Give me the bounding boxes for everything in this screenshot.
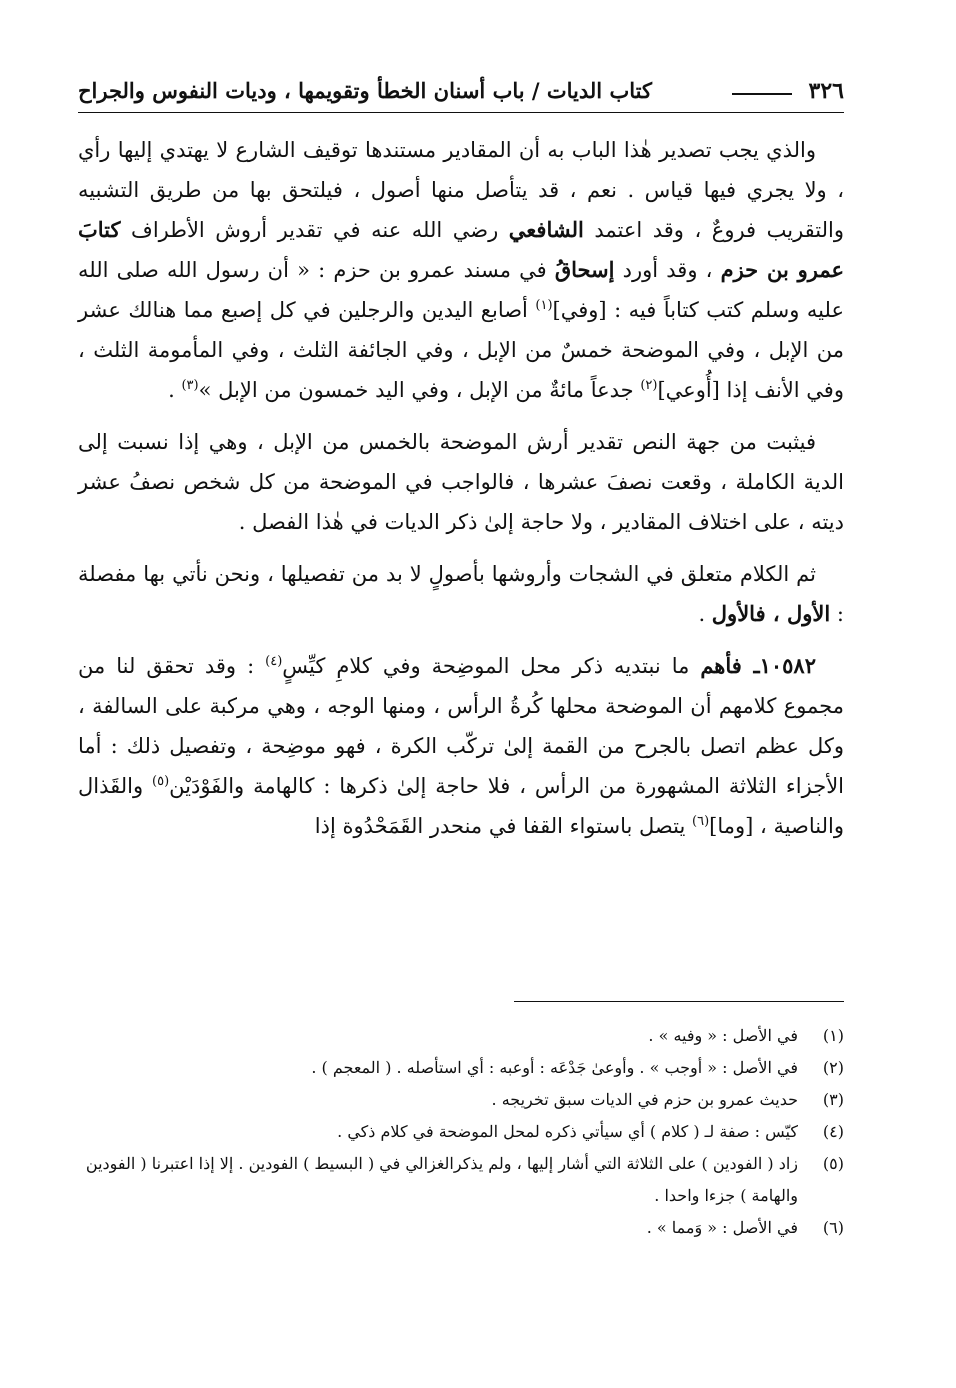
paragraph-1: والذي يجب تصدير هٰذا الباب به أن المقادير مستندها توقيف الشارع لا يهتدي إليها رأي ، ولا يجري فيها قياس . نعم ، قد يتأصل منها أصول ، فيلتحق بها من طريق التشبيه والتقريب فروعٌ ، وقد اعتمد الشافعي رضي الله عنه في تقدير أروش الأطراف كتابَ عمرو بن حزم ، وقد أورد إسحاقُ في مسند عمرو بن حزم : « أن رسول الله صلى الله عليه وسلم كتب كتاباً فيه : [وفي]$^{(١)}$ أصابع اليدين والرجلين في كل إصبع مما هنالك عشر من الإبل ، وفي الموضحة خمسٌ من الإبل ، وفي الجائفة الثلث ، وفي المأمومة الثلث ، وفي الأنف إذا [أُوعي]$^{(٢)}$ جدعاً مائةٌ من الإبل ، وفي اليد خمسون من الإبل »$^{(٣)}$ . <box>78 138 845 402</box>
header-title: كتاب الديات / باب أسنان الخطأ وتقويمها ، وديات النفوس والجراح <box>78 78 652 103</box>
paragraph-3: ثم الكلام متعلق في الشجات وأروشها بأصولٍ لا بد من تفصيلها ، ونحن نأتي بها مفصلة : الأول ، فالأول . <box>78 562 844 626</box>
footnote-4: (٤) كيّس : صفة لـ ( كلام ) أي سيأتي ذكره لمحل الموضحة في كلام ذكي . <box>337 1122 844 1141</box>
paragraph-2: فيثبت من جهة النص تقدير أرش الموضحة بالخمس من الإبل ، وهي إذا نسبت إلى الدية الكاملة ، وقعت نصفَ عشرها ، فالواجب في الموضحة من كل شخص نصفُ عشر ديته ، على اختلاف المقادير ، ولا حاجة إلىٰ ذكر الديات في هٰذا الفصل . <box>78 430 844 534</box>
footnote-3: (٣) حديث عمرو بن حزم في الديات سبق تخريجه . <box>491 1090 844 1109</box>
bold-book-title: كتابَ عمرو بن حزم <box>78 217 844 282</box>
bold-phrase: الأول ، فالأول <box>711 601 831 626</box>
section-number: ١٠٥٨٢ـ فأهم <box>700 653 816 678</box>
footnote-ref-5[interactable]: (٥) <box>152 774 170 789</box>
running-header <box>78 78 844 113</box>
header-dash <box>732 93 792 95</box>
bold-name-shafii: الشافعي <box>508 217 584 242</box>
footnote-ref-4[interactable]: (٤) <box>265 654 283 669</box>
footnote-2: (٢) في الأصل : « أوجب » . وأوعىٰ جَدْعَه : أوعبه : أي استأصله . ( المعجم ) . <box>311 1058 844 1077</box>
footnote-6: (٦) في الأصل : « وَمما » . <box>646 1218 844 1237</box>
footnote-divider <box>514 1001 844 1002</box>
footnote-5: (٥) زاد ( الفودين ) على الثلاثة التي أشار إليها ، ولم يذكرالغزالي في ( البسيط ) الفودين . إلا إذا اعتبرنا ( الفودين والهامة ) جزءا واحدا . <box>85 1154 844 1205</box>
main-text <box>78 130 844 846</box>
bold-name-ishaq: إسحاقُ <box>554 257 615 282</box>
footnote-ref-3[interactable]: (٣) <box>181 378 199 393</box>
footnote-ref-2[interactable]: (٢) <box>640 378 658 393</box>
page-number: ٣٢٦ <box>808 78 844 104</box>
footnote-ref-1[interactable]: (١) <box>535 298 553 313</box>
paragraph-4: ١٠٥٨٢ـ فأهم ما نبتديه ذكر محل الموضِحة وفي كلامِ كيِّسٍ$^{(٤)}$ : وقد تحقق لنا من مجموع كلامهم أن الموضحة محلها كُرةُ الرأس ، ومنها الوجه ، وهي مركبة على السالفة ، وكل عظم اتصل بالجرح من القمة إلىٰ تركّب الكرة ، فهو موضِحة ، وتفصيل ذلك : أما الأجزاء الثلاثة المشهورة من الرأس ، فلا حاجة إلىٰ ذكرها : كالهامة والفَوْدَيْن$^{(٥)}$ والقَذال والناصية ، [وما]$^{(٦)}$ يتصل باستواء القفا في منحدر القَمَحْدُوة إذا <box>78 653 845 838</box>
footnote-ref-6[interactable]: (٦) <box>692 814 710 829</box>
footnote-1: (١) في الأصل : « وفيه » . <box>648 1026 844 1045</box>
footnotes <box>78 1020 844 1244</box>
